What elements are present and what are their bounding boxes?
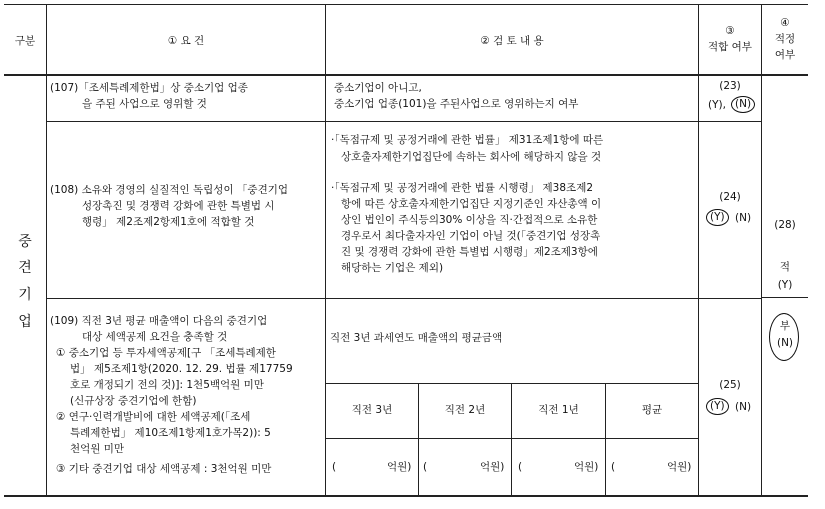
row108-requirement-line: 성장촉진 및 경쟁력 강화에 관한 특별법 시 [82,200,275,212]
row107-review-line: 중소기업 업종(101)을 주된사업으로 영위하는지 여부 [334,98,579,110]
row109-review-title: 직전 3년 과세연도 매출액의 평균금액 [330,332,503,344]
rule-sub-1 [418,383,419,496]
row109-requirement-line: (109) 직전 3년 평균 매출액이 다음의 중견기업 [50,315,268,327]
header-review: ② 검 토 내 용 [480,35,544,47]
rule-row108-bottom [46,298,761,299]
row109-requirement-line: 특례제한법」 제10조제1항제1호가목2)): 5 [70,427,271,439]
row108-review-b-line: 경우로서 최다출자자인 기업이 아닐 것(「중견기업 성장촉 [341,230,601,242]
selected-mark-circle: (Y) [706,398,729,415]
row109-fit-number: (25) [719,379,741,391]
row108-review-b-line: 진 및 경쟁력 강화에 관한 특별법 시행령」제2조제3항에 [341,246,598,258]
row108-fit-yes [706,209,729,226]
row107-fit-yes: (Y), [708,99,726,111]
rule-col-review [698,4,699,496]
row108-requirement-line: (108) 소유와 경영의 실질적인 독립성이 「중견기업 [50,184,288,196]
row109-requirement-line: ③ 기타 중견기업 대상 세액공제 : 3천억원 미만 [56,463,272,475]
row108-fit-number: (24) [719,191,741,203]
proper-no: (N) [776,337,794,349]
amount-unit: 억원) [480,461,505,473]
rule-sub-3 [605,383,606,496]
header-proper-line1: 적정 [774,33,796,45]
row107-fit-number: (23) [719,80,741,92]
category-char: 기 [18,287,32,303]
row108-review-b-line: 항에 따른 상호출자제한기업집단 지정기준인 자산총액 이 [341,198,602,210]
amount-open-paren: ( [611,461,616,473]
rule-col-category [46,4,47,496]
rule-col-requirement [325,4,326,496]
rule-proper-split [761,297,808,298]
proper-number: (28) [774,219,796,231]
row107-fit-no [731,96,755,113]
row108-fit-no: (N) [735,212,752,224]
rule-bottom [4,495,808,497]
row108-review-b-line: ·「독점규제 및 공정거래에 관한 법률 시행령」 제38조제2 [331,182,594,194]
row108-review-b-line: 상인 법인이 주식등의30% 이상을 직·간접적으로 소유한 [341,214,598,226]
row108-review-a-line: 상호출자제한기업집단에 속하는 회사에 해당하지 않을 것 [341,151,602,163]
category-char: 견 [18,260,32,276]
amount-unit: 억원) [387,461,412,473]
row109-requirement-line: ② 연구·인력개발비에 대한 세액공제(「조세 [56,411,251,423]
row109-requirement-line: (신규상장 중견기업에 한함) [70,395,197,407]
amount-open-paren: ( [423,461,428,473]
amount-unit: 억원) [574,461,599,473]
row108-requirement-line: 행령」 제2조제2항제1호에 적합할 것 [82,216,255,228]
row109-requirement-line: ① 중소기업 등 투자세액공제[구 「조세특례제한 [56,347,276,359]
header-requirement: ① 요 건 [167,35,205,47]
row107-review-line: 중소기업이 아니고, [334,82,422,94]
row109-requirement-line: 법」 제5조제1항(2020. 12. 29. 법률 제17759 [70,363,293,375]
row108-review-a-line: ·「독점규제 및 공정거래에 관한 법률」 제31조제1항에 따른 [331,134,604,146]
row107-requirement-line: 을 주된 사업으로 영위할 것 [82,98,207,110]
rule-top [4,4,808,5]
proper-label: 적 [779,261,791,273]
subheader-average: 평균 [641,404,663,416]
row109-fit-yes [706,398,729,415]
subheader-2years: 직전 2년 [444,404,486,416]
subheader-1year: 직전 1년 [538,404,579,416]
amount-open-paren: ( [332,461,337,473]
selected-mark-circle: (N) [731,96,755,113]
row109-requirement-line: 호로 개정되기 전의 것)]: 1천5백억원 미만 [70,379,264,391]
header-category: 구분 [14,35,36,47]
proper-no-label: 부 [779,320,791,332]
subheader-3years: 직전 3년 [351,404,393,416]
category-char: 업 [18,314,32,330]
amount-open-paren: ( [518,461,523,473]
rule-row107-bottom [46,121,761,122]
rule-col-fit [761,4,762,496]
row108-review-b-line: 해당하는 기업은 제외) [341,262,444,274]
category-char: 중 [18,234,32,250]
row109-requirement-line: 천억원 미만 [70,443,125,455]
row109-requirement-line: 대상 세액공제 요건을 충족할 것 [82,331,228,343]
row109-fit-no: (N) [735,401,752,413]
header-fit: 적합 여부 [708,41,752,53]
row107-requirement-line: (107)「조세특례제한법」상 중소기업 업종 [50,82,248,94]
rule-sub-2 [511,383,512,496]
amount-unit: 억원) [667,461,692,473]
selected-mark-circle: (Y) [706,209,729,226]
proper-yes: (Y) [777,279,793,291]
header-proper-number: ④ [780,17,790,29]
header-proper-line2: 여부 [774,49,796,61]
header-fit-number: ③ [725,25,735,37]
rule-header-bottom [4,74,808,76]
